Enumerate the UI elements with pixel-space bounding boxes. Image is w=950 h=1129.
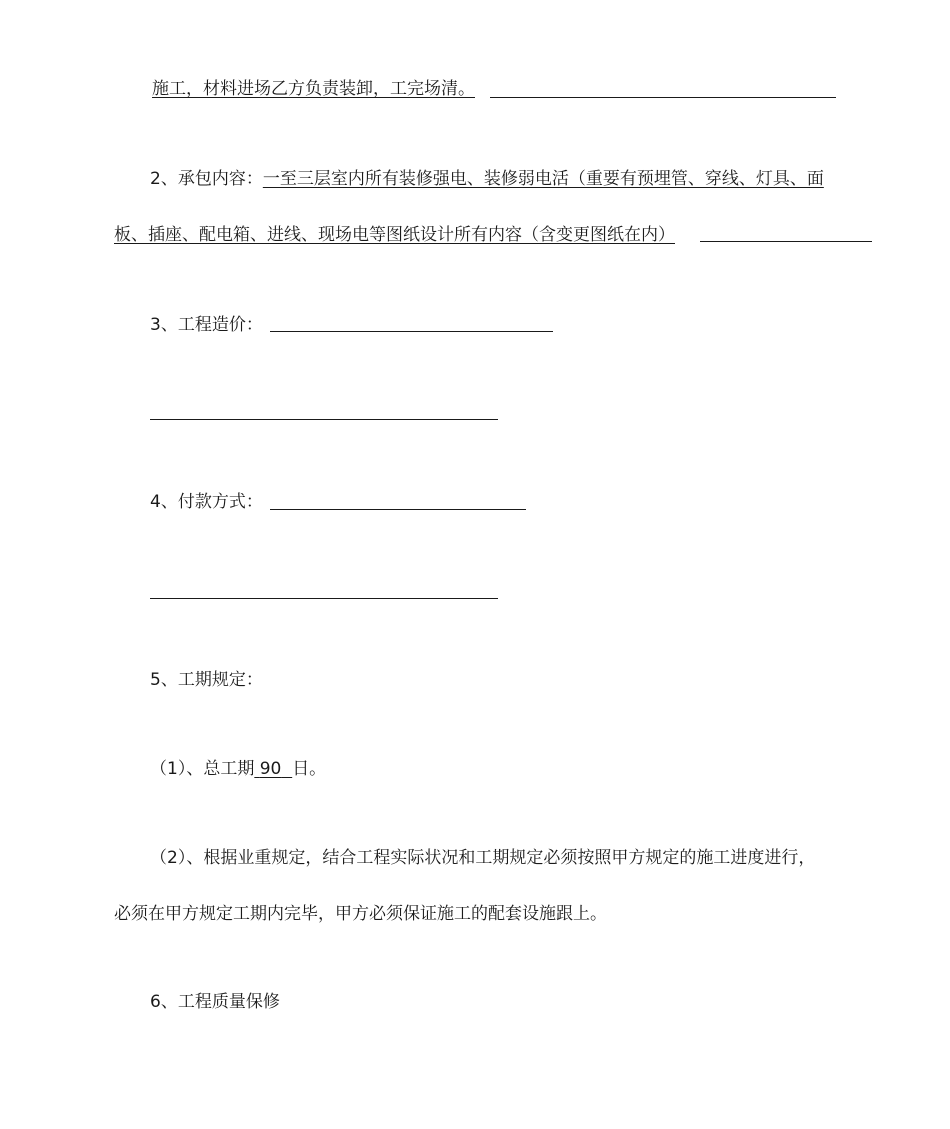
item-4-blank-line [270, 509, 526, 510]
item-5-sub-1 [150, 758, 326, 780]
item-2-label: 2、承包内容： [150, 169, 263, 189]
item-3-label: 3、工程造价： [150, 315, 263, 335]
item-2-row [150, 168, 824, 190]
item-5-label: 5、工期规定： [150, 670, 263, 690]
clause-continuation-text: 施工，材料进场乙方负责装卸，工完场清。 [152, 79, 475, 99]
item-4-label: 4、付款方式： [150, 492, 263, 512]
sub-1-prefix: （1）、总工期 [150, 759, 255, 779]
sub-1-suffix: 日。 [292, 759, 327, 779]
item-6-label: 6、工程质量保修 [150, 992, 280, 1012]
item-2-value-line-2: 板、插座、配电箱、进线、现场电等图纸设计所有内容（含变更图纸在内） [114, 225, 675, 245]
item-5-sub-2-line-2: 必须在甲方规定工期内完毕，甲方必须保证施工的配套设施跟上。 [114, 904, 607, 924]
item-3-blank-line [270, 331, 553, 332]
fill-in-underline [490, 97, 836, 98]
item-3-blank-line-2 [150, 419, 498, 420]
item-5-sub-2-line-1: （2）、根据业重规定，结合工程实际状况和工期规定必须按照甲方规定的施工进度进行， [150, 848, 816, 868]
fill-in-underline [700, 241, 872, 242]
total-days-value: 90 [259, 759, 282, 779]
item-2-value-line-1: 一至三层室内所有装修强电、装修弱电活（重要有预埋管、穿线、灯具、面 [262, 169, 824, 189]
item-4-blank-line-2 [150, 598, 498, 599]
